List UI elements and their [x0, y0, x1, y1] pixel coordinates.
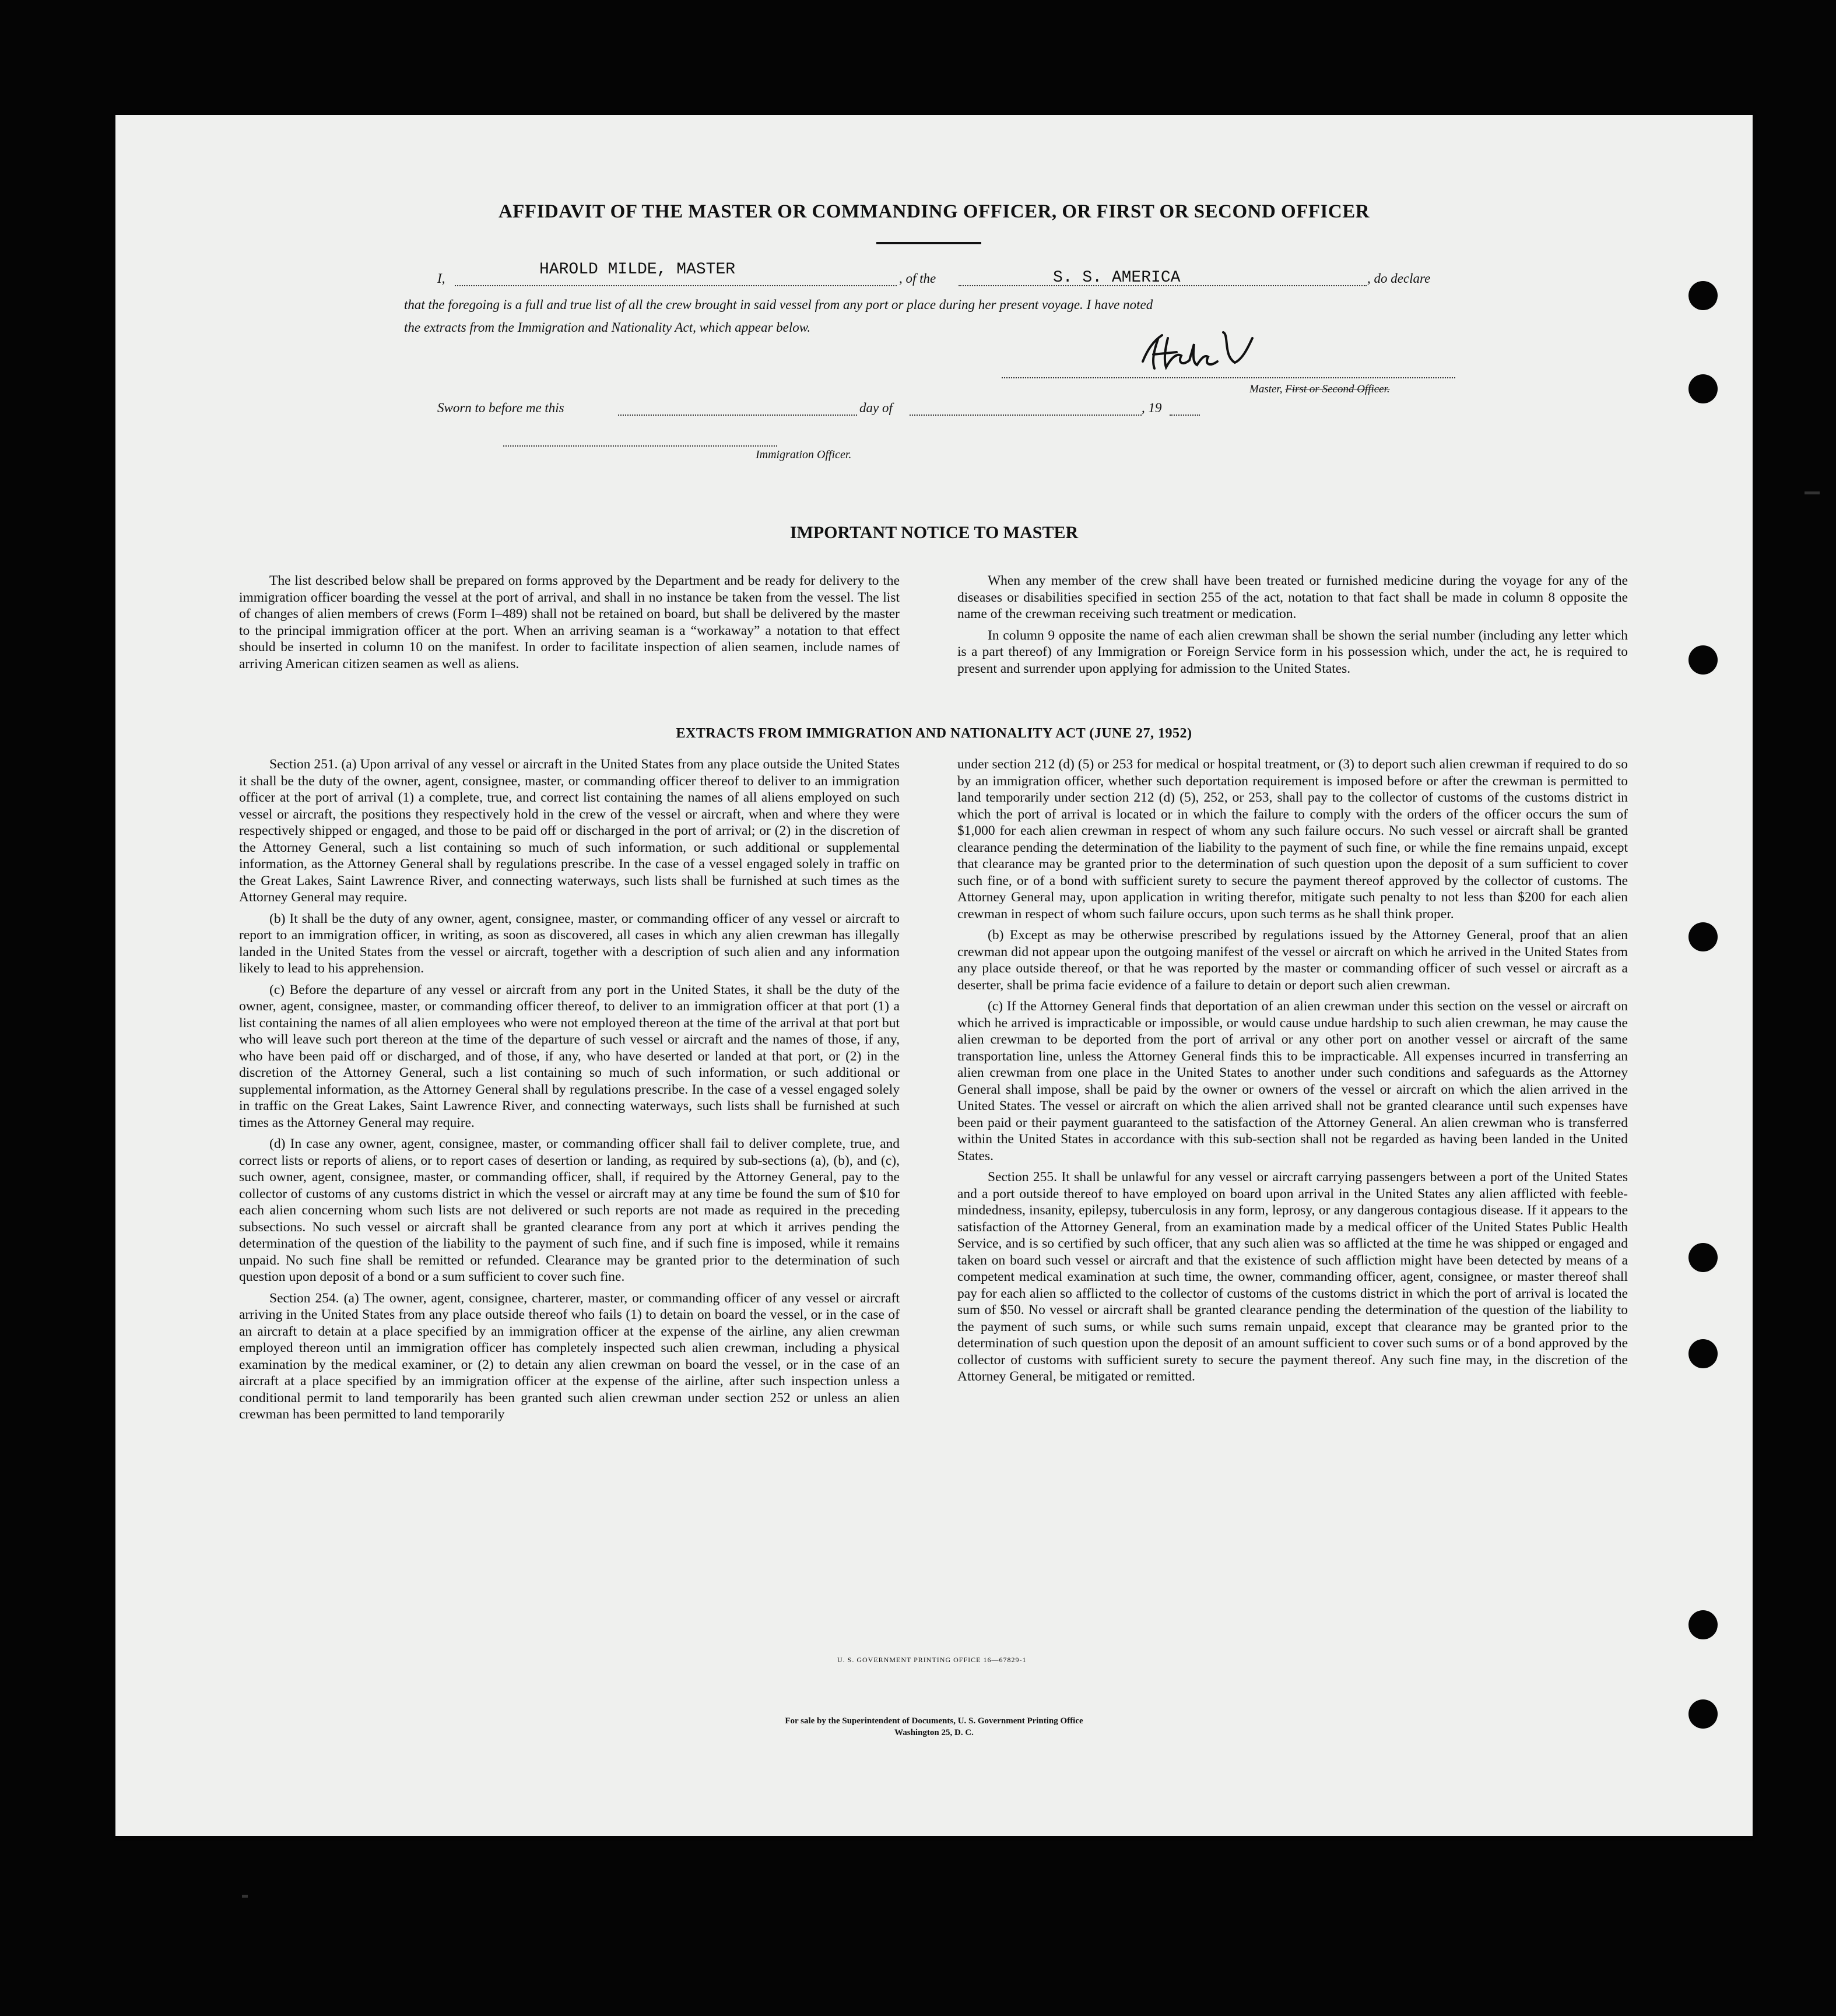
printer-imprint: U. S. GOVERNMENT PRINTING OFFICE 16—67829-1 [837, 1656, 1027, 1664]
section-254-c: (c) If the Attorney General finds that deportation of an alien crewman under this section on the vessel or aircraft on which he arrived is impracticable or impossible, or would cause undue hardship to such alien crewman, he may cause the alien crewman to be deported from the port of arrival or any other port on another vessel or aircraft of the same transportation line, unless the Attorney General finds this to be impracticable. All expenses incurred in transferring an alien crewman from one place in the United States to another under such conditions and safeguards as the Attorney General shall impose, shall be paid by the owner or owners of the vessel or aircraft on which the alien arrived in the United States. The vessel or aircraft on which the alien arrived shall not be granted clearance until such expenses have been paid or their payment guaranteed to the satisfaction of the Attorney General. An alien crewman who is transferred within the United States in accordance with this sub-section shall not be regarded as having been landed in the United States. [957, 999, 1628, 1164]
notice-left-text: The list described below shall be prepared on forms approved by the Department and be ready for delivery to the immigration officer boarding the vessel at the port of arrival, and shall in no instance be taken from the vessel. The list of changes of alien members of crews (Form I–489) shall not be retained on board, but shall be delivered by the master to the principal immigration officer at the port. When an arriving seaman is a “workaway” a notation to that effect should be inserted in column 10 on the manifest. In order to facilitate inspection of alien seamen, include names of arriving American citizen seamen as well as aliens. [239, 573, 900, 672]
affidavit-title: AFFIDAVIT OF THE MASTER OR COMMANDING OFFICER, OR FIRST OR SECOND OFFICER [498, 201, 1370, 222]
section-251-c: (c) Before the departure of any vessel or aircraft from any port in the United States, it shall be the duty of the owner, agent, consignee, master, or commanding officer thereof, to deliver to an immigration officer at that port (1) a list containing the names of all alien employees who were not employed thereon at the time of the arrival at that port but who will leave such port thereon at the time of the departure of such vessel or aircraft and the names of those, if any, who have been paid off or discharged, and of those, if any, who have deserted or landed at that port, or (2) in the discretion of the Attorney General, such a list containing so much of such information, or such additional or supplemental information, as the Attorney General shall by regulations prescribe. In the case of a vessel engaged solely in traffic on the Great Lakes, Saint Lawrence River, and connecting waterways, such lists shall be furnished at such times as the Attorney General may require. [239, 982, 900, 1130]
sale-notice-line-2: Washington 25, D. C. [894, 1728, 974, 1737]
section-251-b: (b) It shall be the duty of any owner, agent, consignee, master, or commanding officer of any vessel or aircraft to report to an immigration officer, in writing, as soon as discovered, all cases in which any alien crewman has illegally landed in the United States from the vessel or aircraft, together with a description of such alien and any information likely to lead to his apprehension. [239, 911, 900, 976]
statement-line-1: that the foregoing is a full and true list of all the crew brought in said vessel from any port or place during her present voyage. I have noted [404, 297, 1153, 312]
binder-hole [1688, 1610, 1718, 1639]
title-rule [876, 242, 981, 244]
sworn-label: Sworn to before me this [437, 401, 564, 415]
notice-title: IMPORTANT NOTICE TO MASTER [789, 523, 1079, 542]
binder-hole [1688, 1339, 1718, 1368]
scan-speck [1805, 491, 1820, 494]
sale-notice-line-1: For sale by the Superintendent of Documents, U. S. Government Printing Office [785, 1716, 1083, 1726]
section-254-b: (b) Except as may be otherwise prescribed by regulations issued by the Attorney General, proof that an alien crewman did not appear upon the outgoing manifest of the vessel or aircraft on which he arrived in the United States from any place outside thereof, or that he was reported by the master or commanding officer of such vessel or aircraft as a deserter, shall be prima facie evidence of a failure to detain or deport such alien crewman. [957, 928, 1628, 993]
i-label: I, [437, 271, 445, 286]
sale-notice [115, 1715, 1753, 1738]
declare-label: , do declare [1367, 271, 1431, 286]
section-254-a: Section 254. (a) The owner, agent, consignee, charterer, master, or commanding officer of any vessel or aircraft arriving in the United States from any place outside thereof who fails (1) to detain on board the vessel, or in the case of an aircraft to detain at a place specified by an immigration officer at the expense of the airline, any alien crewman employed thereon until an immigration officer has completely inspected such alien crewman, including a physical examination by the medical examiner, or (2) to detain any alien crewman on board the vessel, or in the case of an aircraft at a place specified by an immigration officer at the expense of the airline, after such inspection unless a conditional permit to land temporarily has been granted such alien crewman under section 252 or unless an alien crewman has been permitted to land temporarily [239, 1290, 900, 1422]
signature-line [1002, 377, 1455, 378]
officer-line [503, 445, 777, 447]
sworn-month-line [910, 415, 1142, 416]
of-the-label: , of the [899, 271, 936, 286]
extracts-title: EXTRACTS FROM IMMIGRATION AND NATIONALITY ACT (JUNE 27, 1952) [676, 726, 1192, 741]
master-role: Master, [1249, 383, 1283, 395]
day-of-label: day of [859, 401, 893, 415]
notice-left-column [239, 573, 900, 677]
section-251-d: (d) In case any owner, agent, consignee, master, or commanding officer shall fail to deliver complete, true, and correct lists or reports of aliens, or to report cases of desertion or landing, as required by sub-sections (a), (b), and (c), such owner, agent, consignee, master, or commanding officer, shall, if required by the Attorney General, pay to the collector of customs of any customs district in which the vessel or aircraft may at any time be found the sum of $10 for each alien concerning whom such lists are not delivered or such reports are not made as required in the preceding subsections. No such vessel or aircraft shall be granted clearance from any port at which it arrives pending the determination of the question of the liability to the payment of such fine, and if such fine is imposed, while it remains unpaid. No such fine shall be remitted or refunded. Clearance may be granted prior to the determination of such question upon deposit of a bond or a sum sufficient to cover such fine. [239, 1136, 900, 1284]
master-name: HAROLD MILDE, MASTER [539, 261, 736, 279]
binder-hole [1688, 1243, 1718, 1272]
extracts-right-column [957, 756, 1628, 1390]
notice-right-text-1: When any member of the crew shall have been treated or furnished medicine during the voyage for any of the diseases or disabilities specified in section 255 of the act, notation to that fact shall be made in column 8 opposite the name of the crewman receiving such treatment or medication. [957, 573, 1628, 621]
form-page [115, 115, 1753, 1836]
year-label: , 19 [1142, 401, 1162, 415]
sworn-day-line [618, 415, 857, 416]
binder-hole [1688, 645, 1718, 675]
notice-right-text-2: In column 9 opposite the name of each alien crewman shall be shown the serial number (including any letter which is a part thereof) of any Immigration or Foreign Service form in his possession which, under the act, he is required to present and surrender upon applying for admission to the United States. [957, 627, 1628, 676]
scan-speck [242, 1895, 248, 1898]
vessel-name: S. S. AMERICA [1053, 269, 1181, 287]
section-251-a: Section 251. (a) Upon arrival of any vessel or aircraft in the United States from any place outside the United States it shall be the duty of the owner, agent, consignee, master, or commanding officer thereof to deliver to an immigration officer at the port of arrival (1) a complete, true, and correct list containing the names of all aliens employed on such vessel or aircraft, the positions they respectively hold in the crew of the vessel or aircraft, when and where they were respectively shipped or engaged, and those to be paid off or discharged in the port of arrival; or (2) in the discretion of the Attorney General, such a list containing so much of such information, or such additional or supplemental information, as the Attorney General shall by regulations prescribe. In the case of a vessel engaged solely in traffic on the Great Lakes, Saint Lawrence River, and connecting waterways, such lists shall be furnished at such times as the Attorney General may require. [239, 757, 900, 905]
signature-role [1249, 383, 1390, 396]
binder-hole [1688, 374, 1718, 403]
sworn-year-line [1170, 415, 1200, 416]
section-255: Section 255. It shall be unlawful for any vessel or aircraft carrying passengers between a port of the United States and a port outside thereof to have employed on board upon arrival in the United States any alien afflicted with feeble-mindedness, insanity, epilepsy, tuberculosis in any form, leprosy, or any dangerous contagious disease. If it appears to the satisfaction of the Attorney General, from an examination made by a medical officer of the United States Public Health Service, and is so certified by such officer, that any such alien was so afflicted at the time he was shipped or engaged and taken on board such vessel or aircraft and that the existence of such affliction might have been detected by means of a competent medical examination at such time, the owner, commanding officer, agent, consignee, or master thereof shall pay for each alien so afflicted to the collector of customs of the customs district in which the port of arrival is located the sum of $50. No vessel or aircraft shall be granted clearance pending the determination of the question of the liability to the payment of such sums, or while such sums remain unpaid, except that clearance may be granted prior to the determination of such question upon the deposit of an amount sufficient to cover such sums or of a bond approved by the collector of customs with sufficient surety to secure the payment thereof. Any such fine may, in the discretion of the Attorney General, be mitigated or remitted. [957, 1169, 1628, 1384]
notice-right-column [957, 573, 1628, 682]
binder-hole [1688, 922, 1718, 951]
officer-label: Immigration Officer. [756, 448, 852, 461]
binder-hole [1688, 281, 1718, 310]
extracts-left-column [239, 756, 900, 1428]
master-signature [1136, 326, 1287, 385]
section-254-a-continued: under section 212 (d) (5) or 253 for medical or hospital treatment, or (3) to deport such alien crewman if required to do so by an immigration officer, whether such deportation requirement is imposed before or after the crewman is permitted to land temporarily under section 212 (d) (5), 252, or 253, shall pay to the collector of customs of the customs district in which the port of arrival is located or in which the failure to comply with the orders of the officer occurs the sum of $1,000 for each alien crewman in respect of whom any such failure occurs. No such vessel or aircraft shall be granted clearance pending the determination of the liability to the payment of such fine, or while the fine remains unpaid, except that clearance may be granted prior to the determination of such question upon the deposit of a sum sufficient to cover such fine, or of a bond with sufficient surety to secure the payment thereof approved by the collector of customs. The Attorney General may, upon application in writing therefor, mitigate such penalty to not less than $200 for each alien crewman in respect of whom such failure occurs, upon such terms as he shall think proper. [957, 757, 1628, 922]
statement-line-2: the extracts from the Immigration and Nationality Act, which appear below. [404, 320, 811, 335]
struck-role: First or Second Officer. [1285, 383, 1390, 395]
name-line [455, 285, 897, 286]
